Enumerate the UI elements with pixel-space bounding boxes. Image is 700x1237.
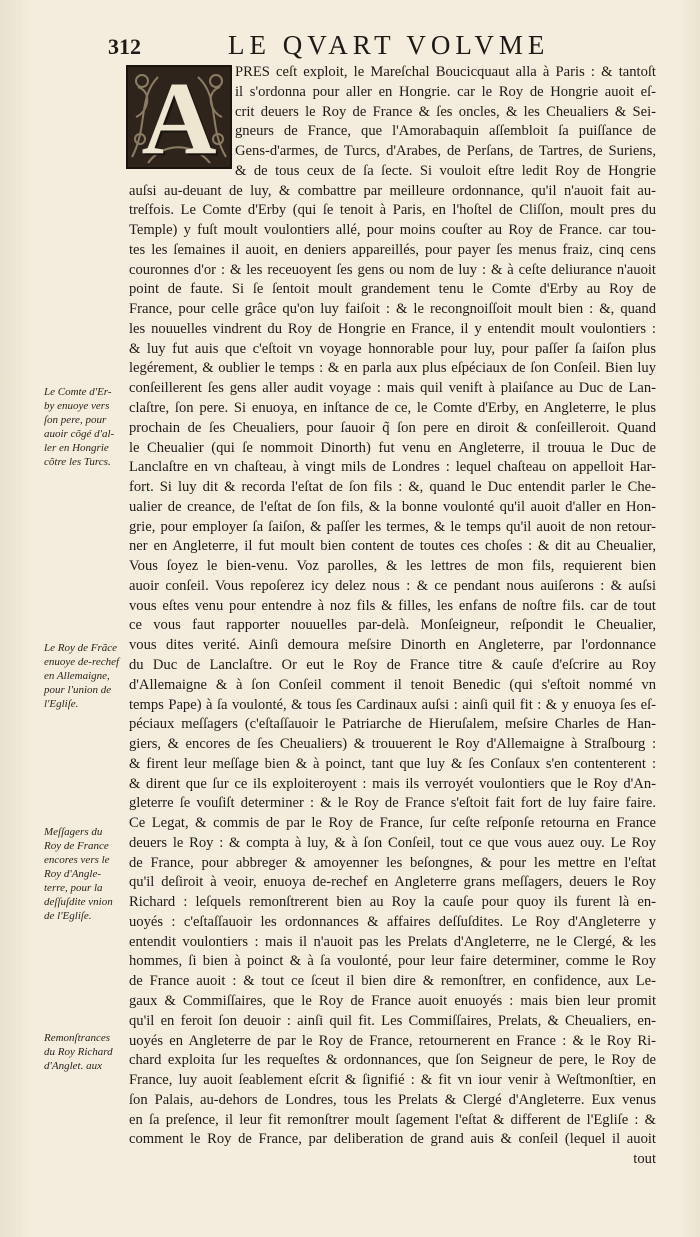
text-line: chard exploita ſur les requeſtes & ordonnances, que ſon Seigneur de pere, le Roy de xyxy=(129,1052,656,1069)
margin-note xyxy=(44,1031,124,1073)
text-line: Ce Legat, & commis de par le Roy de France, ſur ceſte reſponſe retourna en France xyxy=(129,815,656,832)
text-line: gneurs de France, que l'Amorabaquin aſſembloit ſa puiſſance de xyxy=(235,123,656,140)
text-line: entendit voulontiers : mais il n'auoit pas les Prelats d'Angleterre, ne le Clergé, & les xyxy=(129,933,656,950)
text-line: crit deuers le Roy de France & ſes oncles, & les Cheualiers & Sei- xyxy=(235,103,656,120)
margin-note-line: encores vers le xyxy=(44,854,110,866)
text-line: Lanclaſtre en vn chaſteau, à vingt mils de Londres : lequel chaſteau on appelloit Har- xyxy=(129,459,656,476)
margin-note-line: du Roy Richard xyxy=(44,1046,113,1058)
text-line: gleterre ſe vouſiſt determiner : & le Roy de France s'eſtoit fait fort de luy faire faire. xyxy=(129,795,656,812)
margin-note-line: ler en Hongrie xyxy=(44,442,109,454)
text-line: qu'il en feroit ſon deuoir : ainſi quil fit. Les Commiſſaires, Prelats, & Cheualiers, en- xyxy=(129,1012,656,1029)
text-line: qu'il deſiroit à veoir, enuoya de-rechef en Angleterre grans meſſagers, deuers le Roy xyxy=(129,874,656,891)
text-line: comment le Roy de France, par deliberation de grand auis & conſeil (lequel il auoit xyxy=(129,1131,656,1148)
text-line: le Cheualier (qui ſe nommoit Dinorth) fut venu en Angleterre, il trouua le Duc de xyxy=(129,439,656,456)
text-line: uoyés en Angleterre de par le Roy de France, retournerent en France : & le Roy Ri- xyxy=(129,1032,656,1049)
text-line: hommes, ſi bien à poinct & à ſa voulonté, pour leur faire determiner, comme le Roy xyxy=(129,953,656,970)
text-line: & luy fut auis que c'eſtoit vn voyage honnorable pour luy, pour paſſer ſa ſaiſon plus xyxy=(129,340,656,357)
margin-note xyxy=(44,641,124,711)
page-number: 312 xyxy=(108,34,141,59)
margin-note-line: pour l'union de xyxy=(44,684,112,696)
text-line: treſfois. Le Comte d'Erby (qui ſe tenoit à Paris, en l'hoſtel de Cliſſon, moult pres du xyxy=(129,202,656,219)
margin-note-line: Le Roy de Frãce xyxy=(44,642,117,654)
text-line: Vous ſoyez le bien-venu. Voz parolles, & les lettres de mon fils, requierent bien xyxy=(129,558,656,575)
text-line: ce vous faut rapporter nouuelles par-delà. Monſeigneur, reſpondit le Cheualier, xyxy=(129,617,656,634)
text-line: & firent leur meſſage bien & à poinct, tant que luy & ſes Conſaux s'en contenterent : xyxy=(129,755,656,772)
margin-note-line: by enuoye vers xyxy=(44,400,110,412)
text-line: tes les ſemaines il auoit, en deniers appareillés, pour payer ſes menus fraiz, cinq cens xyxy=(129,241,656,258)
margin-note-line: d'Anglet. aux xyxy=(44,1060,102,1072)
text-line: Gens-d'armes, de Turcs, d'Arabes, de Perſans, de Tartres, de Suriens, xyxy=(235,143,656,160)
text-line: tout xyxy=(633,1151,656,1168)
text-line: legérement, & oublier le temps : & en parla aux plus eſpéciaux de ſon Conſeil. Bien luy xyxy=(129,360,656,377)
margin-note-line: Roy d'Angle- xyxy=(44,868,102,880)
margin-note-line: enuoye de-rechef xyxy=(44,656,120,668)
margin-note-line: Roy de France xyxy=(44,840,109,852)
margin-note-line: deſſuſdite vnion xyxy=(44,896,113,908)
text-line: d'Allemaigne & à ſon Conſeil comment il tenoit Benedic (qui s'eſtoit nommé vn xyxy=(129,676,656,693)
text-line: Temple) y fuſt moult voulontiers allé, pour moins couſter au Roy de France. car tou- xyxy=(129,222,656,239)
text-line: les nouuelles vindrent du Roy de Hongrie en France, il y entendit moult voulontiers : xyxy=(129,320,656,337)
running-title: LE QVART VOLVME xyxy=(228,30,550,60)
text-line: grie, pour employer ſa ſaiſon, & paſſer les termes, & le temps qu'il auoit de non retour- xyxy=(129,518,656,535)
text-line: auſsi au-deuant de luy, & combattre par meilleure ordonnance, qu'il n'auoit fait au- xyxy=(129,182,656,199)
text-line: point de faute. Si ſe ſentoit moult grandement tenu le Comte d'Erby au Roy de xyxy=(129,281,656,298)
margin-note-line: Le Comte d'Er- xyxy=(44,386,112,398)
drop-cap-letter: A xyxy=(141,65,217,169)
text-line: auoir conſeil. Vous repoſerez icy delez nous : & ce pendant nous auiſerons : & auſsi xyxy=(129,577,656,594)
text-line: gaux & Commiſſaires, que le Roy de France auoit enuoyés : mais bien leur promit xyxy=(129,992,656,1009)
text-line: de France, pour abbreger & amoyenner les beſongnes, & pour les mettre en l'eſtat xyxy=(129,854,656,871)
margin-note xyxy=(44,385,124,469)
margin-note-line: terre, pour la xyxy=(44,882,103,894)
text-line: France, luy auoit ſeablement eſcrit & ſignifié : & fit vn iour venir à Weſtmonſtier, en xyxy=(129,1072,656,1089)
text-line: conſeillerent ſes gens aller audit voyage : mais quil venift à plaiſance au Duc de Lan- xyxy=(129,380,656,397)
text-line: ualier de creance, de l'eſtat de ſon fils, & la bonne voulonté qu'il auoit d'aller en Hon- xyxy=(129,498,656,515)
margin-note-line: Meſſagers du xyxy=(44,826,103,838)
text-line: péciaux meſſagers (c'eſtaſſauoir le Patriarche de Hieruſalem, meſsire Charles de Han- xyxy=(129,716,656,733)
text-line: & de tous ceux de ſa ſecte. Si vouloit eſtre ledit Roy de Hongrie xyxy=(235,162,656,179)
text-line: prochain de ſes Cheualiers, pour ſauoir q̃ ſon pere en diroit & conſeilleroit. Quand xyxy=(129,419,656,436)
text-line: uoyés : c'eſtaſſauoir les ordonnances & affaires deſſuſdites. Le Roy d'Angleterre y xyxy=(129,913,656,930)
text-line: en ſa preſence, il leur fit remonſtrer moult ſagement l'eſtat & different de l'Egliſe : & xyxy=(129,1111,656,1128)
margin-note-line: en Allemaigne, xyxy=(44,670,110,682)
text-line: temps Pape) à ſa voulonté, & tous ſes Cardinaux auſsi : ainſi quil fit : & y enuoya ſes eſ- xyxy=(129,696,656,713)
text-line: vous dites verité. Ainſi demoura meſsire Dinorth en Angleterre, par l'ordonnance xyxy=(129,637,656,654)
text-line: deuers le Roy : & compta à luy, & à ſon Conſeil, tout ce que vous auez ouy. Le Roy xyxy=(129,834,656,851)
margin-note-line: cõtre les Turcs. xyxy=(44,456,111,468)
text-line: Richard : leſquels remonſtrerent bien au Roy la cauſe pour quoy ils furent là en- xyxy=(129,894,656,911)
text-line: PRES ceſt exploit, le Mareſchal Boucicquaut alla à Paris : & tantoſt xyxy=(235,64,656,80)
text-line: fort. Si luy dit & recorda l'eſtat de ſon fils : &, quand le Duc entendit parler le Che- xyxy=(129,479,656,496)
text-line: de France auoit : & tout ce ſceut il bien dire & remonſtrer, en confidence, aux Le- xyxy=(129,973,656,990)
text-line: vous eſtes venu pour entendre à noz fils & filles, les enfans de noſtre fils. car de tout xyxy=(129,597,656,614)
page-header xyxy=(108,30,668,64)
text-line: ſon Palais, au-dehors de Londres, tous les Prelats & Clergé d'Angleterre. Eux venus xyxy=(129,1091,656,1108)
text-line: couronnes d'or : & les receuoyent ſes gens ou nom de luy : & à ceſte deliurance n'auoit xyxy=(129,261,656,278)
margin-note-line: ſon pere, pour xyxy=(44,414,107,426)
text-line: claſtre, ſon pere. Si enuoya, en inſtance de ce, le Comte d'Erby, en Angleterre, le plus xyxy=(129,400,656,417)
text-line: & dirent que ſur ce ils exploiteroyent : mais ils verroyét voulontiers que le Roy d'An- xyxy=(129,775,656,792)
margin-note-line: auoir cõgé d'al- xyxy=(44,428,115,440)
text-line: France, pour celle grâce qu'on luy faiſoit : & le recongnoiſſoit moult bien : &, quand xyxy=(129,301,656,318)
margin-note-line: de l'Egliſe. xyxy=(44,910,92,922)
margin-note-line: l'Egliſe. xyxy=(44,698,79,710)
text-line: du Duc de Lanclaſtre. Or eut le Roy de France titre & cauſe d'eſcrire au Roy xyxy=(129,656,656,673)
margin-note-line: Remonſtrances xyxy=(44,1032,110,1044)
text-line: ner en Angleterre, il fut moult bien content de toutes ces choſes : & dit au Cheualier, xyxy=(129,538,656,555)
body-text xyxy=(129,63,656,1170)
margin-note xyxy=(44,825,124,923)
text-line: il s'ordonna pour aller en Hongrie. car le Roy de Hongrie auoit eſ- xyxy=(235,83,656,100)
text-line: giers, & encores de ſes Cheualiers) & trouuerent le Roy d'Allemaigne à Straſbourg : xyxy=(129,736,656,753)
